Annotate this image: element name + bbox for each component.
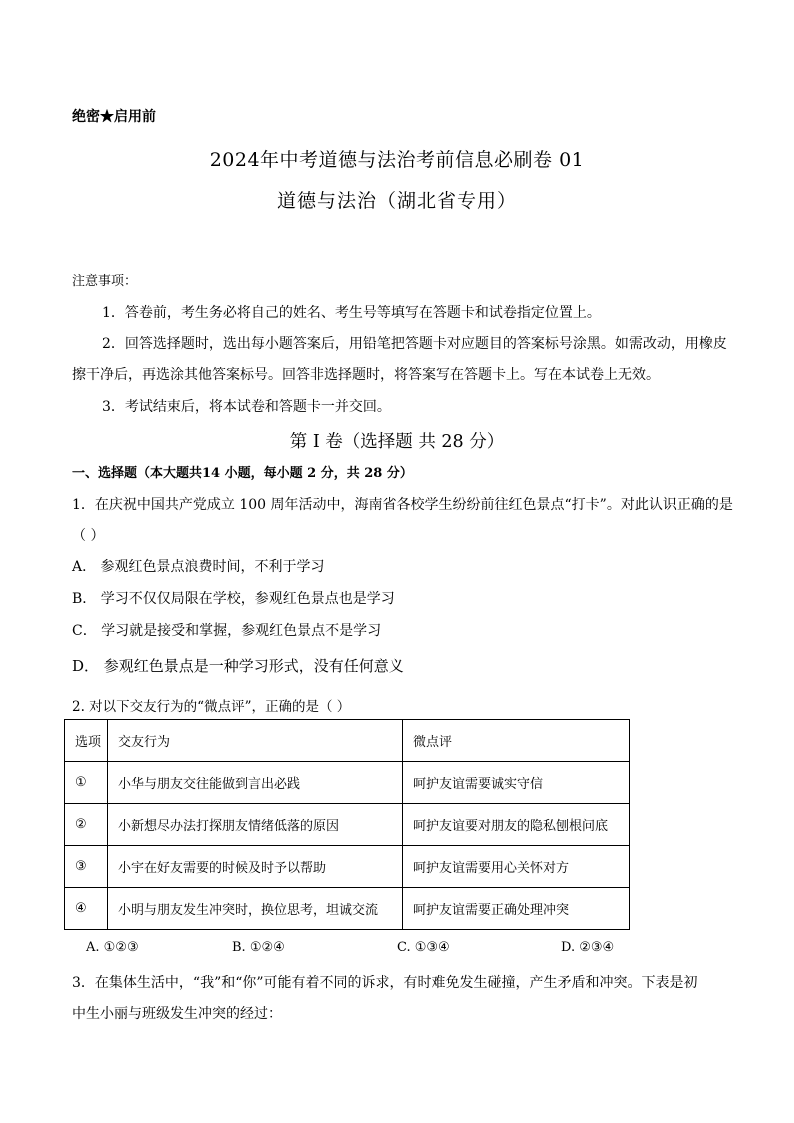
question-1-option-b: B． 学习不仅仅局限在学校，参观红色景点也是学习	[72, 591, 395, 607]
table-header-cell: 选项	[65, 720, 108, 762]
question-2-table	[64, 719, 630, 930]
table-cell: 呵护友谊要对朋友的隐私刨根问底	[403, 804, 630, 846]
question-1-option-a: A． 参观红色景点浪费时间，不利于学习	[72, 559, 325, 575]
table-cell: 小华与朋友交往能做到言出必践	[108, 762, 403, 804]
exam-subtitle: 道德与法治（湖北省专用）	[276, 190, 517, 212]
question-2-option-d: D. ②③④	[561, 940, 615, 955]
question-2-option-a: A. ①②③	[86, 940, 139, 955]
table-cell: ①	[65, 762, 108, 804]
table-header-row	[65, 720, 630, 762]
table-row	[65, 846, 630, 888]
table-cell: 小新想尽办法打探朋友情绪低落的原因	[108, 804, 403, 846]
notice-item: 2．回答选择题时，选出每小题答案后，用铅笔把答题卡对应题目的答案标号涂黑。如需改动，用橡皮	[102, 336, 727, 352]
table-cell: 小明与朋友发生冲突时，换位思考，坦诚交流	[108, 888, 403, 930]
question-3-stem: 3．在集体生活中，“我”和“你”可能有着不同的诉求，有时难免发生碰撞，产生矛盾和冲突。下表是初	[72, 975, 698, 991]
confidential-mark: 绝密★启用前	[72, 109, 156, 125]
table-cell: 呵护友谊需要诚实守信	[403, 762, 630, 804]
question-2-option-b: B. ①②④	[232, 940, 285, 955]
notice-heading: 注意事项：	[72, 274, 138, 289]
section-heading: 一、选择题（本大题共14 小题，每小题 2 分，共 28 分）	[72, 466, 413, 481]
table-cell: 小宇在好友需要的时候及时予以帮助	[108, 846, 403, 888]
question-1-blank: （ ）	[72, 528, 105, 544]
notice-item: 擦干净后，再选涂其他答案标号。回答非选择题时，将答案写在答题卡上。写在本试卷上无效。	[72, 367, 660, 383]
notice-item: 1．答卷前，考生务必将自己的姓名、考生号等填写在答题卡和试卷指定位置上。	[102, 305, 601, 321]
table-cell: ②	[65, 804, 108, 846]
question-1-option-c: C． 学习就是接受和掌握，参观红色景点不是学习	[72, 623, 382, 639]
volume-heading: 第 I 卷（选择题 共 28 分）	[289, 432, 505, 452]
question-2-stem: 2. 对以下交友行为的“微点评”，正确的是（ ）	[72, 699, 351, 715]
table-header-cell: 微点评	[403, 720, 630, 762]
table-cell: 呵护友谊需要正确处理冲突	[403, 888, 630, 930]
table-row	[65, 888, 630, 930]
question-3-stem-continued: 中生小丽与班级发生冲突的经过：	[72, 1006, 282, 1022]
table-row	[65, 762, 630, 804]
table-header-cell: 交友行为	[108, 720, 403, 762]
table-cell: ④	[65, 888, 108, 930]
table-row	[65, 804, 630, 846]
notice-item: 3．考试结束后，将本试卷和答题卡一并交回。	[102, 399, 391, 415]
question-1-option-d: D． 参观红色景点是一种学习形式，没有任何意义	[72, 657, 404, 675]
question-2-option-c: C. ①③④	[397, 940, 450, 955]
table-cell: ③	[65, 846, 108, 888]
question-1-stem: 1．在庆祝中国共产党成立 100 周年活动中，海南省各校学生纷纷前往红色景点“打卡”。对此认识正确的是	[72, 497, 733, 513]
table-cell: 呵护友谊需要用心关怀对方	[403, 846, 630, 888]
exam-title: 2024年中考道德与法治考前信息必刷卷 01	[209, 149, 585, 171]
